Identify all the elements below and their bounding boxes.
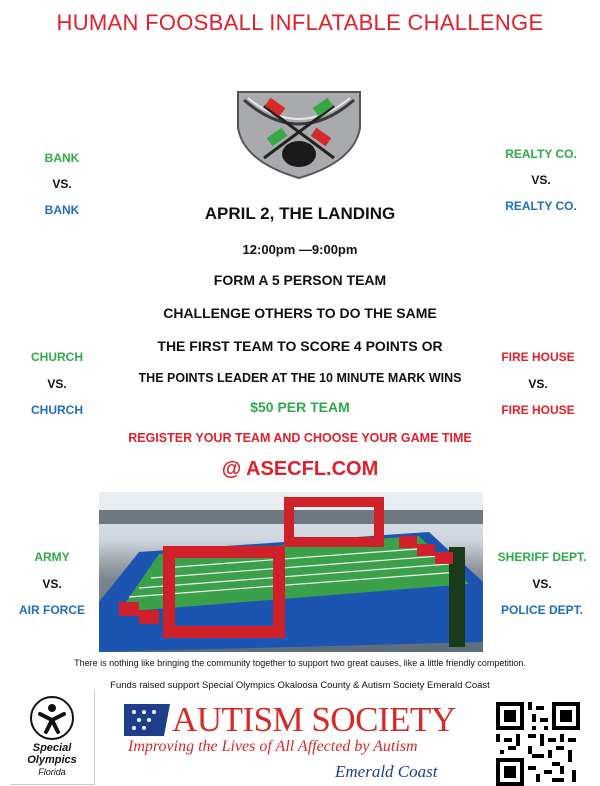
special-olympics-logo xyxy=(10,690,95,785)
autism-society-chapter: Emerald Coast xyxy=(335,762,438,781)
autism-puzzle-icon xyxy=(124,704,170,736)
left-match1-team2: BANK xyxy=(44,203,80,217)
right-match2-team1: FIRE HOUSE xyxy=(501,350,575,364)
left-match1-vs: VS. xyxy=(52,177,72,191)
event-time: 12:00pm —9:00pm xyxy=(242,242,358,257)
event-line-team: FORM A 5 PERSON TEAM xyxy=(213,272,387,288)
special-olympics-line1: Special xyxy=(32,742,72,754)
special-olympics-icon xyxy=(30,696,74,740)
footer-tagline: There is nothing like bringing the community together to support two great causes, like a little friendly competition. xyxy=(74,658,526,668)
event-line-leader: THE POINTS LEADER AT THE 10 MINUTE MARK WINS xyxy=(138,371,462,385)
left-match3-team1: ARMY xyxy=(34,550,70,564)
left-match3-vs: VS. xyxy=(42,577,62,591)
poster-title: HUMAN FOOSBALL INFLATABLE CHALLENGE xyxy=(56,10,544,35)
inflatable-photo xyxy=(99,492,483,652)
right-match3-vs: VS. xyxy=(532,577,552,591)
right-match2-team2: FIRE HOUSE xyxy=(501,403,575,417)
left-match1-team1: BANK xyxy=(44,151,80,165)
autism-society-tagline: Improving the Lives of All Affected by Autism xyxy=(128,738,418,755)
right-match1-vs: VS. xyxy=(531,173,551,187)
qr-code-icon[interactable] xyxy=(496,702,580,786)
left-match2-team1: CHURCH xyxy=(31,350,83,364)
left-match2-vs: VS. xyxy=(47,377,67,391)
event-price: $50 PER TEAM xyxy=(250,399,350,415)
right-match1-team2: REALTY CO. xyxy=(505,199,577,213)
crest-logo-icon xyxy=(234,88,364,180)
right-match3-team2: POLICE DEPT. xyxy=(500,603,583,617)
right-match3-team1: SHERIFF DEPT. xyxy=(497,550,587,564)
footer-funds: Funds raised support Special Olympics Okaloosa County & Autism Society Emerald Coast xyxy=(110,680,490,691)
right-match1-team1: REALTY CO. xyxy=(505,147,577,161)
register-text: REGISTER YOUR TEAM AND CHOOSE YOUR GAME TIME xyxy=(128,431,472,445)
event-date-place: APRIL 2, THE LANDING xyxy=(204,204,396,223)
left-match2-team2: CHURCH xyxy=(31,403,83,417)
special-olympics-line2: Olympics xyxy=(27,754,77,766)
autism-society-name: AUTISM SOCIETY xyxy=(172,700,456,739)
left-match3-team2: AIR FORCE xyxy=(19,603,85,617)
event-line-challenge: CHALLENGE OTHERS TO DO THE SAME xyxy=(163,305,437,321)
special-olympics-line3: Florida xyxy=(38,767,66,777)
right-match2-vs: VS. xyxy=(528,377,548,391)
website-link[interactable]: @ ASECFL.COM xyxy=(221,458,379,480)
event-line-score: THE FIRST TEAM TO SCORE 4 POINTS OR xyxy=(157,338,443,354)
